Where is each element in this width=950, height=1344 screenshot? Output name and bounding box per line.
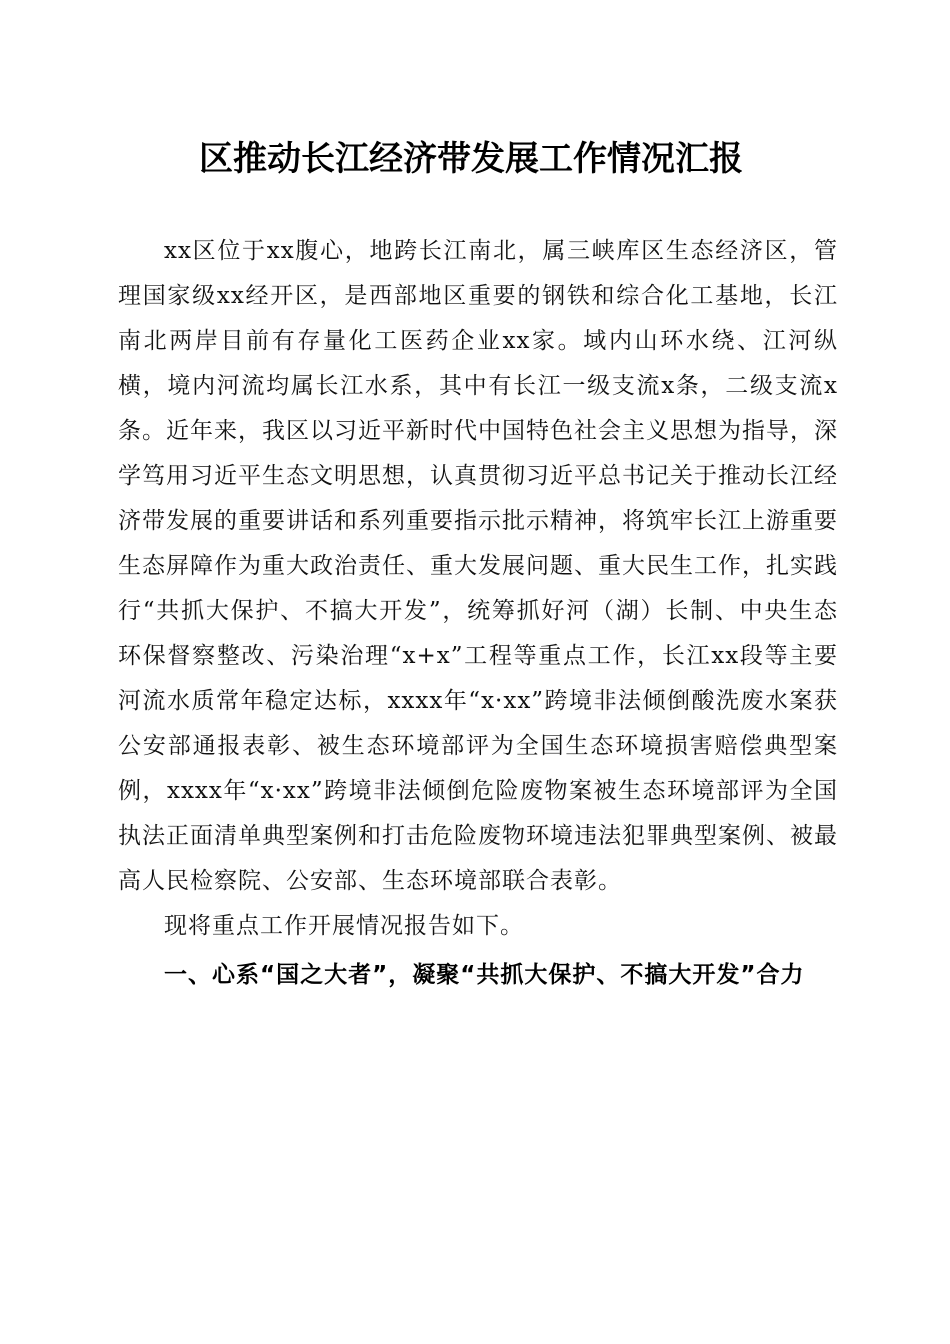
section-heading: 一、心系“国之大者”，凝聚“共抓大保护、不搞大开发”合力 [164, 962, 805, 988]
document-body [118, 229, 838, 999]
intro-paragraph: xx区位于xx腹心，地跨长江南北，属三峡库区生态经济区，管理国家级xx经开区，是西部地区重要的钢铁和综合化工基地，长江南北两岸目前有存量化工医药企业xx家。域内山环水绕、江河纵横，境内河流均属长江水系，其中有长江一级支流x条，二级支流x条。近年来，我区以习近平新时代中国特色社会主义思想为指导，深学笃用习近平生态文明思想，认真贯彻习近平总书记关于推动长江经济带发展的重要讲话和系列重要指示批示精神，将筑牢长江上游重要生态屏障作为重大政治责任、重大发展问题、重大民生工作，扎实践行“共抓大保护、不搞大开发”，统筹抓好河（湖）长制、中央生态环保督察整改、污染治理“x+x”工程等重点工作，长江xx段等主要河流水质常年稳定达标，xxxx年“x·xx”跨境非法倾倒酸洗废水案获公安部通报表彰、被生态环境部评为全国生态环境损害赔偿典型案例，xxxx年“x·xx”跨境非法倾倒危险废物案被生态环境部评为全国执法正面清单典型案例和打击危险废物环境违法犯罪典型案例、被最高人民检察院、公安部、生态环境部联合表彰。 [118, 238, 838, 894]
transition-paragraph: 现将重点工作开展情况报告如下。 [164, 913, 524, 939]
document-title: 区推动长江经济带发展工作情况汇报 [199, 139, 743, 179]
